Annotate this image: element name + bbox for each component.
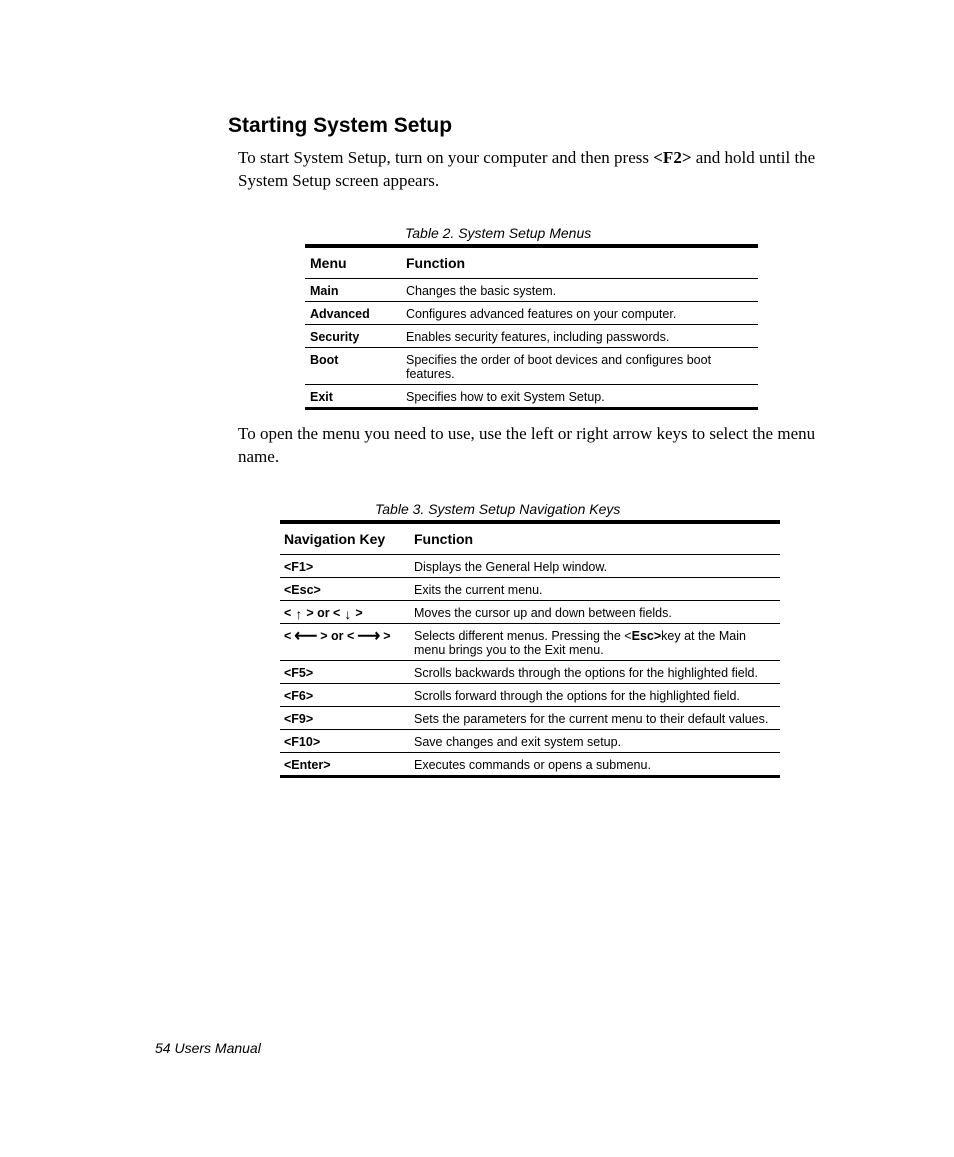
key-function: Displays the General Help window. [414,555,780,578]
table-row [280,753,780,777]
column-header-menu: Menu [305,246,406,279]
table-row [280,661,780,684]
function-key: Esc> [631,629,662,643]
table-row [305,325,758,348]
table-row [280,624,780,661]
key-function: Scrolls backwards through the options for the highlighted field. [414,661,780,684]
intro-paragraph [238,146,858,192]
key-function: Moves the cursor up and down between fields. [414,601,780,624]
table-header-row [280,522,780,555]
page-heading: Starting System Setup [228,114,453,137]
menu-function: Specifies how to exit System Setup. [406,390,605,404]
navigation-key-up-down [280,601,414,624]
table-row [305,385,758,409]
key-function: Sets the parameters for the current menu to their default values. [414,707,780,730]
table-row [280,555,780,578]
intro-text-before: To start System Setup, turn on your computer and then press [238,148,654,167]
table-header-row [305,246,758,279]
right-arrow-icon: ⟶ [357,627,381,645]
column-header-function: Function [406,246,758,279]
function-text-before: Selects different menus. Pressing the < [414,629,632,643]
left-arrow-icon: ⟵ [294,627,318,645]
table-row [305,302,758,325]
table-3-caption: Table 3. System Setup Navigation Keys [375,501,621,517]
navigation-key: <F5> [280,661,414,684]
navigation-key-left-right [280,624,414,661]
menu-function: Enables security features, including passwords. [406,325,758,348]
key-function [414,624,780,661]
navigation-key: <Enter> [284,758,331,772]
menu-function: Changes the basic system. [406,279,758,302]
menu-function: Specifies the order of boot devices and configures boot features. [406,348,758,385]
navigation-key: <F1> [280,555,414,578]
key-function: Save changes and exit system setup. [414,730,780,753]
page-footer: 54 Users Manual [155,1040,261,1056]
up-arrow-icon: ↑ [295,605,303,622]
down-arrow-icon: ↓ [344,605,352,622]
table-row [280,601,780,624]
key-close-bracket: > [355,606,363,620]
key-function: Exits the current menu. [414,578,780,601]
menu-name: Main [305,279,406,302]
table-row [305,279,758,302]
key-separator: > or < [306,606,341,620]
table-row [280,578,780,601]
key-function: Scrolls forward through the options for the highlighted field. [414,684,780,707]
navigation-paragraph: To open the menu you need to use, use the left or right arrow keys to select the menu name. [238,424,816,466]
intro-text-after: and hold until the System Setup screen appears. [238,148,816,190]
table-row [280,707,780,730]
menu-name: Security [305,325,406,348]
key-separator: > or < [320,629,355,643]
menu-name: Exit [310,390,333,404]
table-row [305,348,758,385]
system-setup-menus-table [305,244,758,410]
key-open-bracket: < [284,606,292,620]
navigation-key: <Esc> [280,578,414,601]
table-row [280,684,780,707]
menu-function: Configures advanced features on your computer. [406,302,758,325]
column-header-navigation-key: Navigation Key [280,522,414,555]
navigation-key: <F9> [280,707,414,730]
menu-name: Boot [305,348,406,385]
function-text-after: key at the Main menu brings you to the Exit menu. [414,629,746,657]
key-function: Executes commands or opens a submenu. [414,758,651,772]
navigation-keys-table [280,520,780,778]
key-open-bracket: < [284,629,292,643]
menu-name: Advanced [305,302,406,325]
intro-key: <F2> [653,148,692,167]
navigation-key: <F10> [280,730,414,753]
table-row [280,730,780,753]
table-2-caption: Table 2. System Setup Menus [405,225,592,241]
key-close-bracket: > [383,629,391,643]
column-header-function: Function [414,522,780,555]
navigation-key: <F6> [280,684,414,707]
